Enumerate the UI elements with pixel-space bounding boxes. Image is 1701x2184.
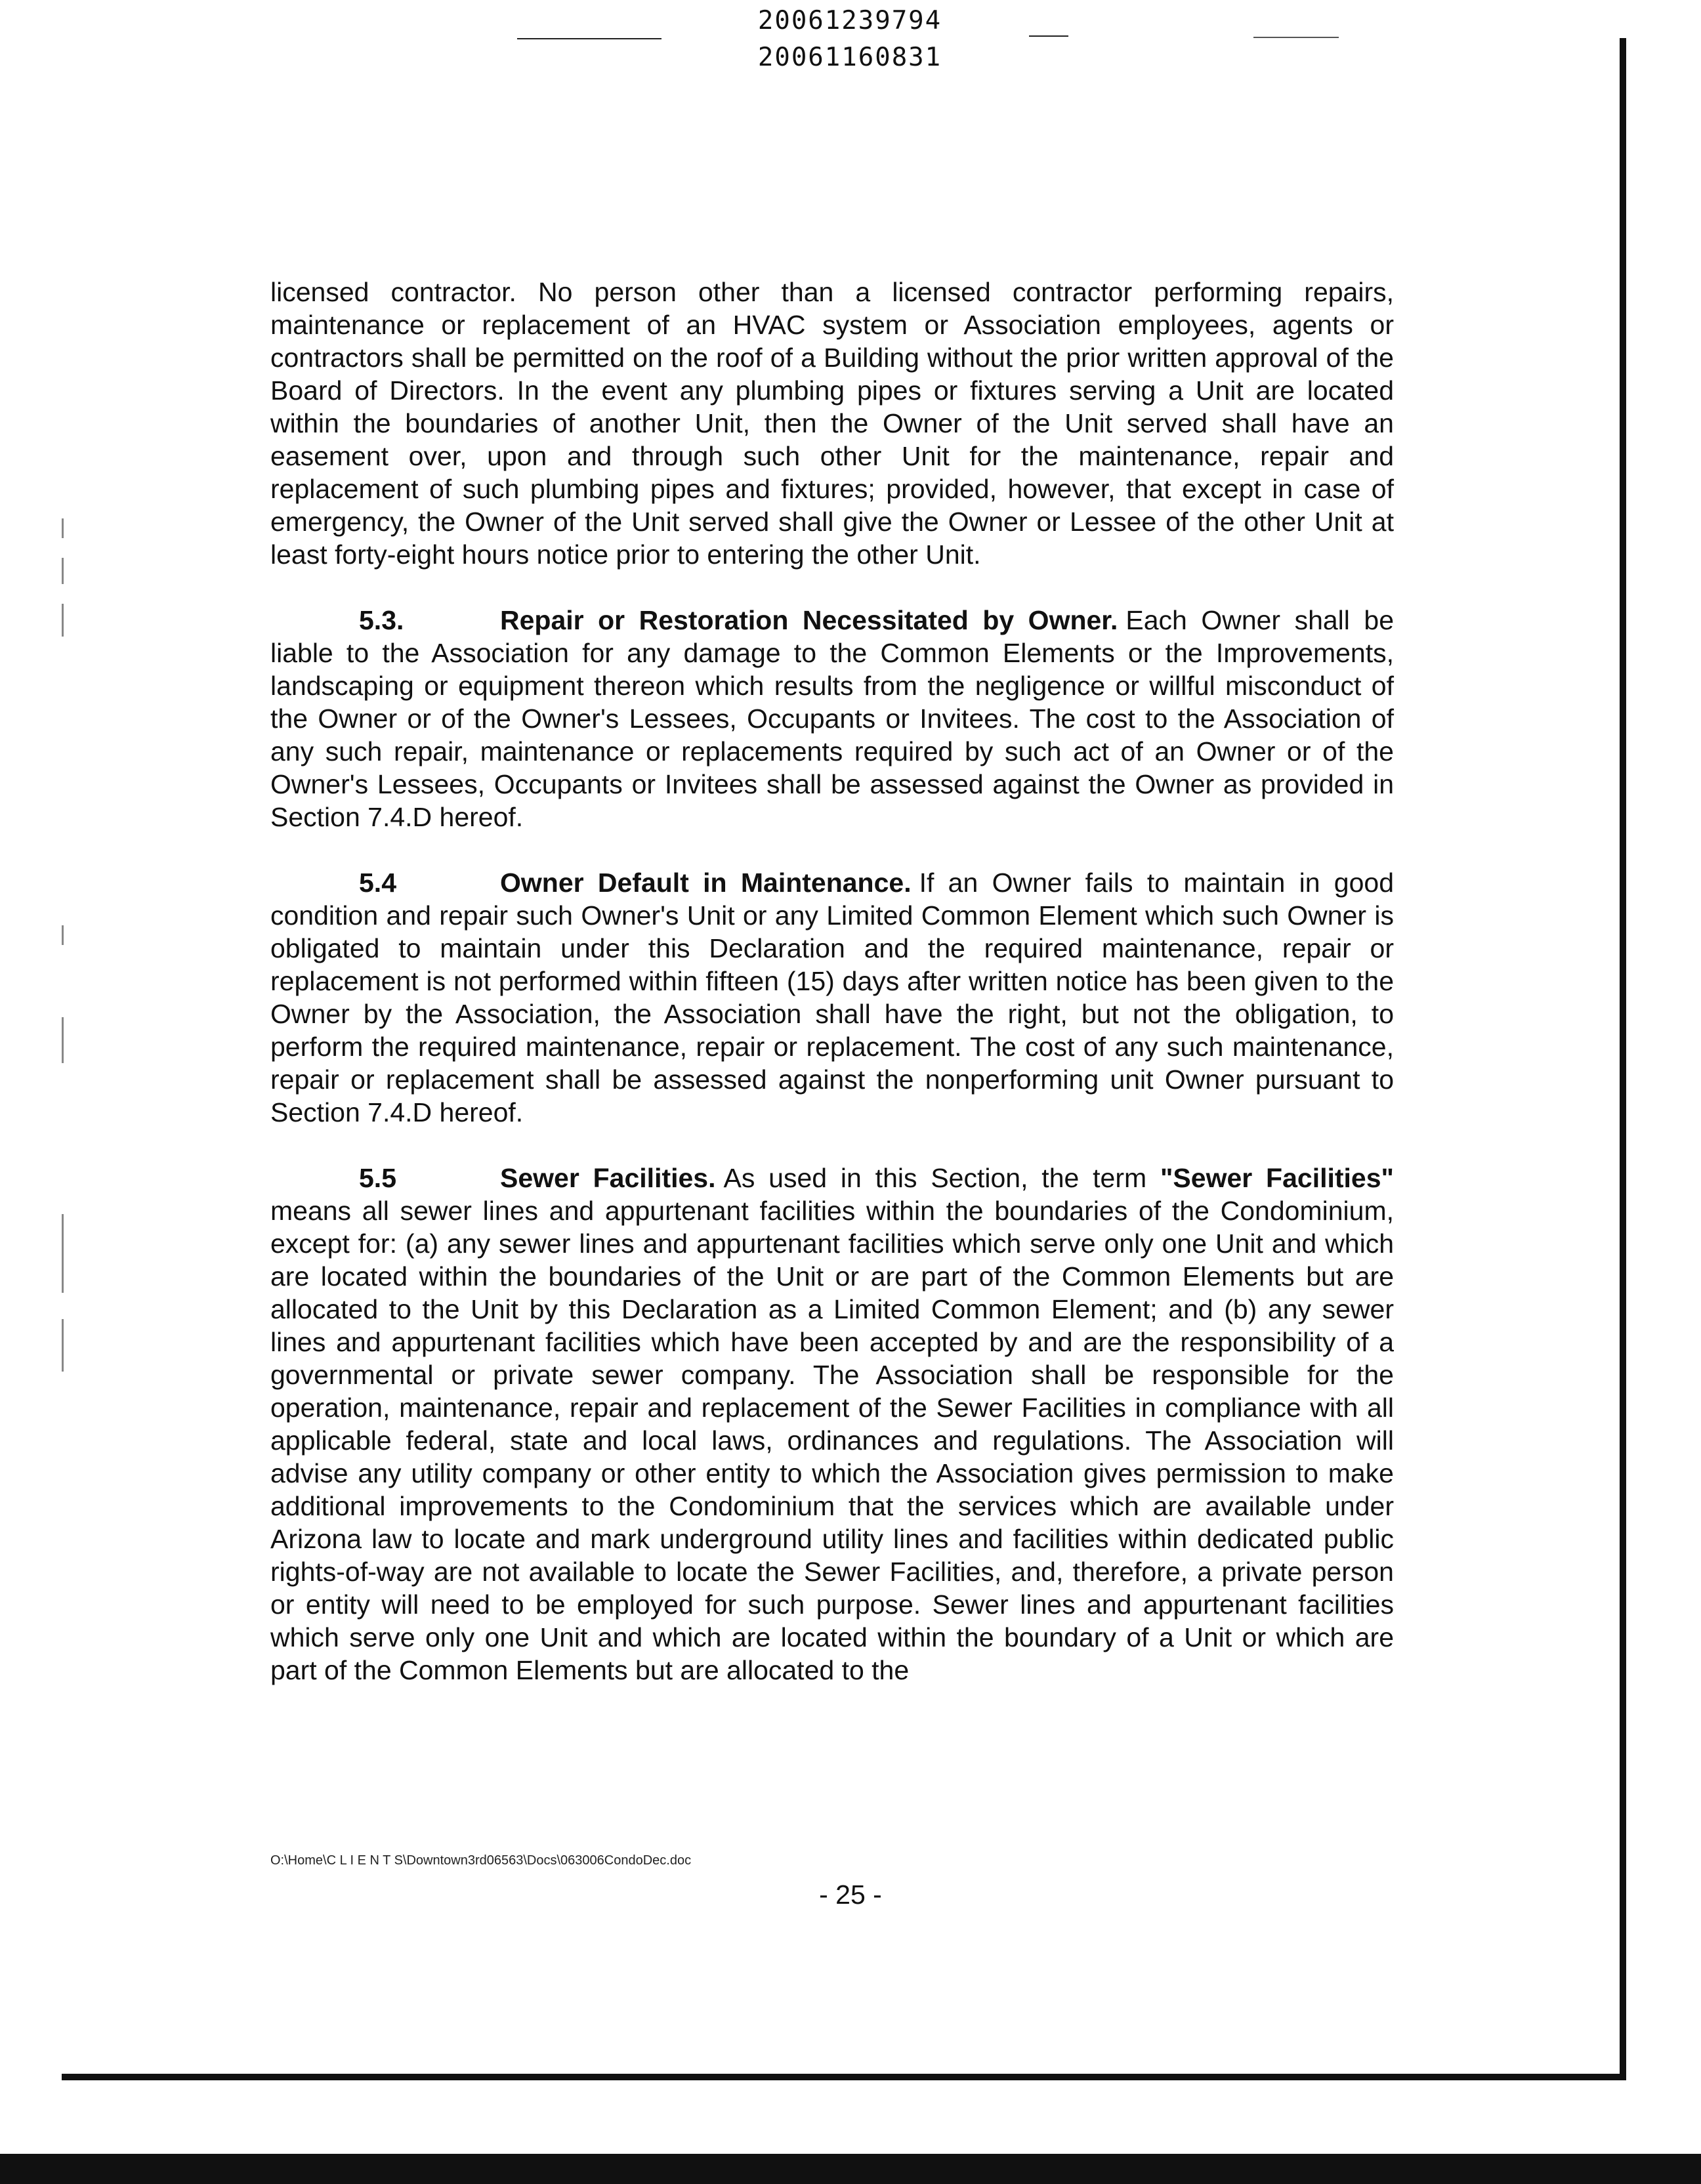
section-text-rest: means all sewer lines and appurtenant facilities within the boundaries of the Condominium, except for: (a) any sewer lines and appurtenant facilities which serve only one Unit and which are located within the boundaries of the Unit or are part of the Common Elements but are allocated to the Unit by this Declaration as a Limited Common Element; and (b) any sewer lines and appurtenant facilities which have been accepted by and are the responsibility of a governmental or private sewer company. The Association shall be responsible for the operation, maintenance, repair and replacement of the Sewer Facilities in compliance with all applicable federal, state and local laws, ordinances and regulations. The Association will advise any utility company or other entity to which the Association gives permission to make additional improvements to the Condominium that the services which are available under Arizona law to locate and mark underground utility lines and facilities within dedicated public rights-of-way are not available to locate the Sewer Facilities, and, therefore, a private person or entity will need to be employed for such purpose. Sewer lines and appurtenant facilities which serve only one Unit and which are located within the boundary of a Unit or which are part of the Common Elements but are allocated to the <box>270 1196 1394 1685</box>
document-body <box>270 276 1394 1687</box>
footer-file-path: O:\Home\C L I E N T S\Downtown3rd06563\Docs\063006CondoDec.doc <box>270 1853 692 1868</box>
scan-footer-band <box>0 2154 1701 2184</box>
continuation-paragraph: licensed contractor. No person other than a licensed contractor performing repairs, maintenance or replacement of an HVAC system or Association employees, agents or contractors shall be permitted on the roof of a Building without the prior written approval of the Board of Directors. In the event any plumbing pipes or fixtures serving a Unit are located within the boundaries of another Unit, then the Owner of the Unit served shall have an easement over, upon and through such other Unit for the maintenance, repair and replacement of such plumbing pipes and fixtures; provided, however, that except in case of emergency, the Owner of the Unit served shall give the Owner or Lessee of the other Unit at least forty-eight hours notice prior to entering the other Unit. <box>270 277 1394 570</box>
page-number: - 25 - <box>819 1880 882 1910</box>
defined-term: "Sewer Facilities" <box>1160 1163 1394 1193</box>
section-5-5 <box>270 1162 1394 1687</box>
section-text-lead: As used in this Section, the term <box>723 1163 1160 1193</box>
scan-border-bottom <box>62 2074 1626 2080</box>
section-number: 5.3. <box>359 605 404 635</box>
header-rule-right <box>1253 37 1339 38</box>
section-5-3 <box>270 604 1394 833</box>
recording-number-1: 20061239794 <box>757 6 942 35</box>
recording-number-2: 20061160831 <box>757 43 942 72</box>
section-text: Each Owner shall be liable to the Association for any damage to the Common Elements or the Improvements, landscaping or equipment thereon which results from the negligence or willful misconduct of the Owner or of the Owner's Lessees, Occupants or Invitees. The cost to the Association of any such repair, maintenance or replacements required by such act of an Owner or of the Owner's Lessees, Occupants or Invitees shall be assessed against the Owner as provided in Section 7.4.D hereof. <box>270 605 1394 832</box>
left-margin-scan-marks <box>62 518 64 1372</box>
header-rule-left <box>517 38 662 39</box>
scan-border-right <box>1620 38 1626 2080</box>
section-text: If an Owner fails to maintain in good condition and repair such Owner's Unit or any Limited Common Element which such Owner is obligated to maintain under this Declaration and the required maintenance, repair or replacement is not performed within fifteen (15) days after written notice has been given to the Owner by the Association, the Association shall have the right, but not the obligation, to perform the required maintenance, repair or replacement. The cost of any such maintenance, repair or replacement shall be assessed against the nonperforming unit Owner pursuant to Section 7.4.D hereof. <box>270 868 1394 1127</box>
recording-numbers <box>656 3 1043 76</box>
section-5-4 <box>270 866 1394 1129</box>
section-number: 5.4 <box>359 868 396 898</box>
section-title: Owner Default in Maintenance. <box>500 868 912 898</box>
section-title: Sewer Facilities. <box>500 1163 716 1193</box>
section-number: 5.5 <box>359 1163 396 1193</box>
section-title: Repair or Restoration Necessitated by Owner. <box>500 605 1118 635</box>
